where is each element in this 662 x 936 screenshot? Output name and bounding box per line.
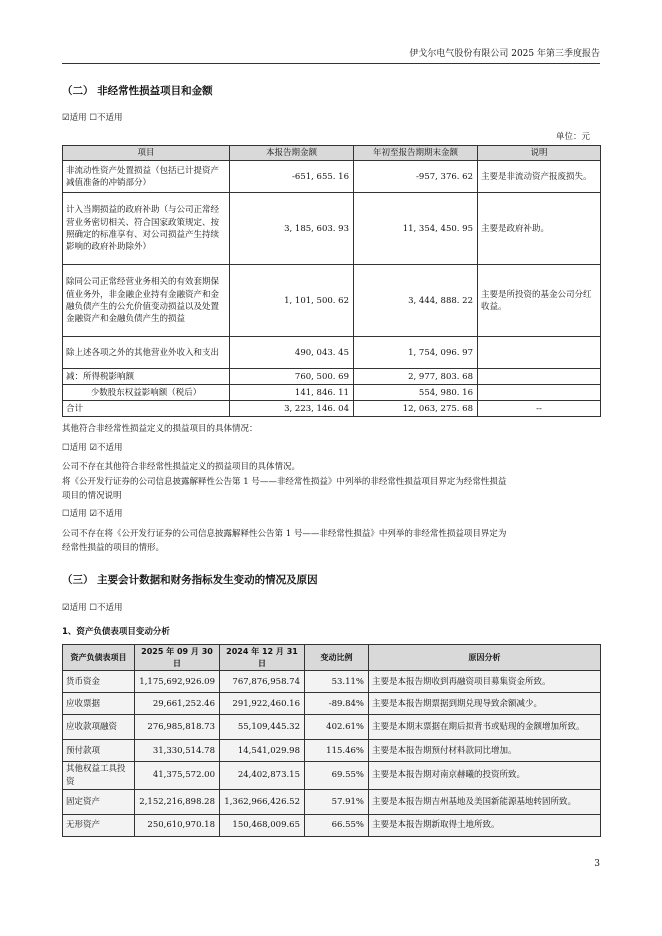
section3-title: （三） 主要会计数据和财务指标发生变动的情况及原因 [62,574,318,586]
row-reason: 主要是本报告期对南京赫曦的投资所致。 [369,762,601,790]
row-2024: 14,541,029.98 [220,740,305,762]
table-row [63,265,601,337]
table-row [63,740,601,762]
row-item: 少数股东权益影响额（税后） [63,385,230,401]
row-change: 69.55% [305,762,369,790]
row-change: 402.61% [305,715,369,740]
row-current: -651, 655. 16 [230,161,354,193]
table-row [63,161,601,193]
table-row [63,814,601,836]
row-item: 预付款项 [63,740,135,762]
row-current: 141, 846. 11 [230,385,354,401]
row-item: 合计 [63,401,230,417]
col-header-reason: 原因分析 [369,645,601,671]
row-change: 66.55% [305,814,369,836]
row-note [478,337,601,369]
table-header-row [63,146,601,161]
paragraph-2-line-2: 项目的情况说明 [62,491,122,501]
paragraph-1: 公司不存在其他符合非经常性损益定义的损益项目的具体情况。 [62,462,301,472]
unit-label: 单位：元 [555,132,590,142]
paragraph-2-line-1: 将《公开发行证券的公司信息披露解释性公告第 1 号——非经常性损益》中列举的非经常性损益项目界定为经常性损益 [62,477,507,487]
table-row [63,369,601,385]
row-item: 除同公司正常经营业务相关的有效套期保值业务外，非金融企业持有金融资产和金融负债产生的公允价值变动损益以及处置金融资产和金融负债产生的损益 [63,265,230,337]
row-note [478,369,601,385]
table-row [63,385,601,401]
row-note: 主要是非流动资产报废损失。 [478,161,601,193]
table-row [63,671,601,693]
row-item: 除上述各项之外的其他营业外收入和支出 [63,337,230,369]
row-change: 115.46% [305,740,369,762]
report-header-title: 伊戈尔电气股份有限公司 2025 年第三季度报告 [409,49,600,59]
col-header-2024: 2024 年 12 月 31 日 [220,645,305,671]
row-ytd: 2, 977, 803. 68 [354,369,478,385]
row-note: 主要是所投资的基金公司分红收益。 [478,265,601,337]
row-current: 1, 101, 500. 62 [230,265,354,337]
row-2025: 250,610,970.18 [135,814,220,836]
row-ytd: 1, 754, 096. 97 [354,337,478,369]
row-current: 3, 185, 603. 93 [230,193,354,265]
row-ytd: 554, 980. 16 [354,385,478,401]
row-2025: 31,330,514.78 [135,740,220,762]
section2-applicable-3: ☐适用 ☑不适用 [62,509,123,519]
table-row [63,337,601,369]
table-header-row [63,645,601,671]
section2-applicable-2: ☐适用 ☑不适用 [62,443,123,453]
row-item: 减：所得税影响额 [63,369,230,385]
row-ytd: -957, 376. 62 [354,161,478,193]
table-row [63,762,601,790]
row-ytd: 11, 354, 450. 95 [354,193,478,265]
row-reason: 主要是本期末票据在期后拟背书或贴现的金额增加所致。 [369,715,601,740]
row-note: 主要是政府补助。 [478,193,601,265]
row-2024: 767,876,958.74 [220,671,305,693]
row-ytd: 12, 063, 275. 68 [354,401,478,417]
row-reason: 主要是本报告期票据到期兑现导致余额减少。 [369,693,601,715]
row-2025: 276,985,818.73 [135,715,220,740]
col-header-change: 变动比例 [305,645,369,671]
col-header-current: 本报告期金额 [230,146,354,161]
row-change: 53.11% [305,671,369,693]
row-note: -- [478,401,601,417]
row-current: 490, 043. 45 [230,337,354,369]
col-header-2025: 2025 年 09 月 30 日 [135,645,220,671]
row-reason: 主要是本报告期收到再融资项目募集资金所致。 [369,671,601,693]
table-row [63,715,601,740]
row-note [478,385,601,401]
row-reason: 主要是本报告期新取得土地所致。 [369,814,601,836]
row-item: 非流动性资产处置损益（包括已计提资产减值准备的冲销部分） [63,161,230,193]
row-2024: 24,402,873.15 [220,762,305,790]
row-item: 无形资产 [63,814,135,836]
row-ytd: 3, 444, 888. 22 [354,265,478,337]
section2-applicable: ☑适用 ☐不适用 [62,113,123,123]
paragraph-3-line-1: 公司不存在将《公开发行证券的公司信息披露解释性公告第 1 号——非经常性损益》中列举的非经常性损益项目界定为 [62,529,507,539]
section3-subtitle: 1、资产负债表项目变动分析 [62,627,170,637]
row-2024: 150,468,009.65 [220,814,305,836]
col-header-ytd: 年初至报告期期末金额 [354,146,478,161]
row-current: 760, 500. 69 [230,369,354,385]
nonrecurring-table [62,145,601,417]
table-row [63,193,601,265]
row-2024: 1,362,966,426.52 [220,789,305,814]
row-2024: 291,922,460.16 [220,693,305,715]
row-reason: 主要是本报告期吉州基地及美国新能源基地转固所致。 [369,789,601,814]
row-item: 应收票据 [63,693,135,715]
row-current: 3, 223, 146. 04 [230,401,354,417]
section2-title: （二） 非经常性损益项目和金额 [62,85,213,97]
row-item: 货币资金 [63,671,135,693]
table-row [63,789,601,814]
page-number: 3 [594,859,600,869]
row-2025: 29,661,252.46 [135,693,220,715]
section3-applicable: ☑适用 ☐不适用 [62,603,123,613]
row-item: 固定资产 [63,789,135,814]
row-2024: 55,109,445.32 [220,715,305,740]
row-item: 其他权益工具投资 [63,762,135,790]
row-item: 计入当期损益的政府补助（与公司正常经营业务密切相关、符合国家政策规定、按照确定的标准享有、对公司损益产生持续影响的政府补助除外） [63,193,230,265]
row-2025: 1,175,692,926.09 [135,671,220,693]
col-header-item: 项目 [63,146,230,161]
balance-sheet-change-table [62,644,601,837]
row-2025: 41,375,572.00 [135,762,220,790]
paragraph-3-line-2: 经常性损益的项目的情形。 [62,543,165,553]
col-header-note: 说明 [478,146,601,161]
row-change: -89.84% [305,693,369,715]
row-change: 57.91% [305,789,369,814]
col-header-item: 资产负债表项目 [63,645,135,671]
header-divider [62,63,600,64]
table-row [63,693,601,715]
row-2025: 2,152,216,898.28 [135,789,220,814]
row-reason: 主要是本报告期预付材料款同比增加。 [369,740,601,762]
row-item: 应收款项融资 [63,715,135,740]
table-row [63,401,601,417]
other-items-label: 其他符合非经常性损益定义的损益项目的具体情况： [62,424,258,434]
